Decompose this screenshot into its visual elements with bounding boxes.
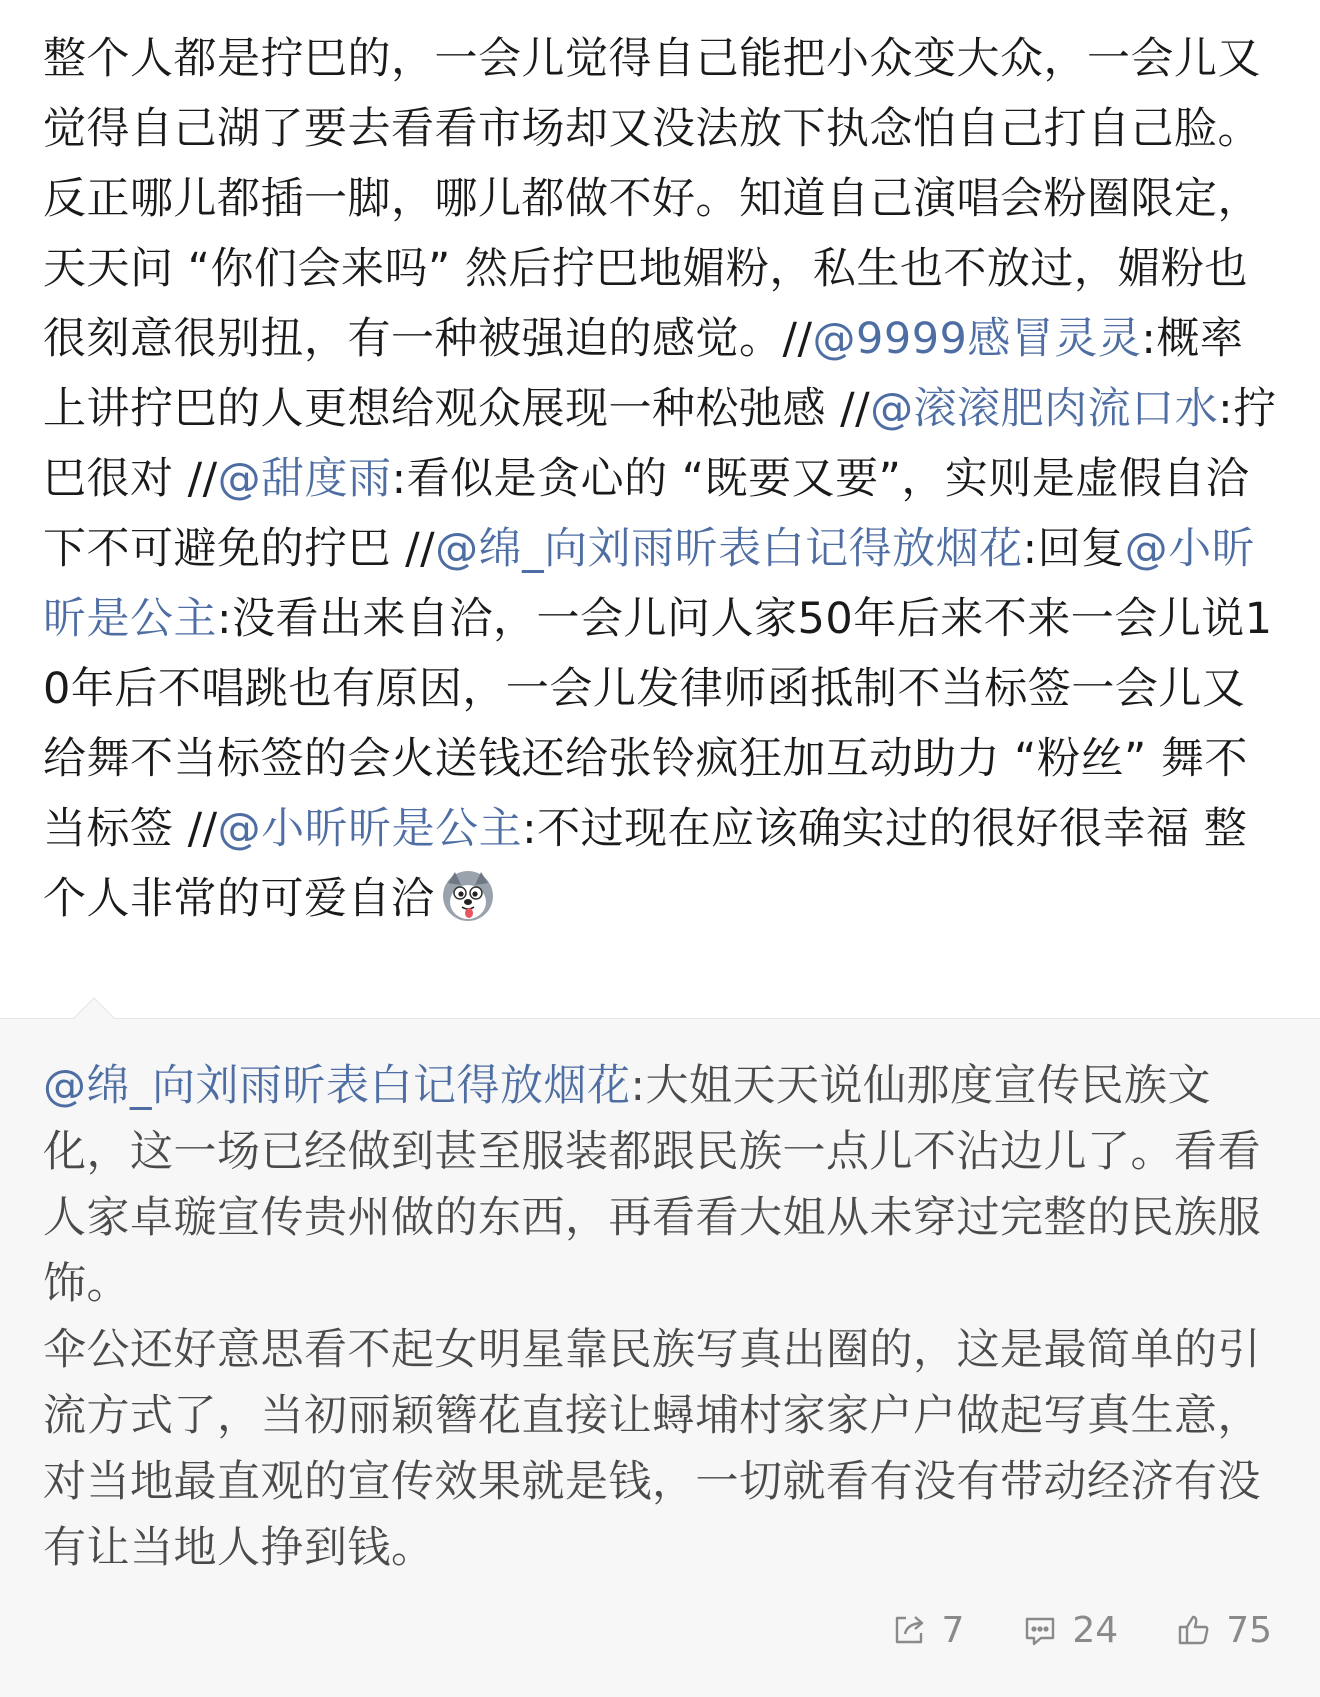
mention-link[interactable]: @滚滚肥肉流口水 [870, 384, 1219, 434]
post-text: 整个人都是拧巴的，一会儿觉得自己能把小众变大众，一会儿又觉得自己湖了要去看看市场却又没法放下执念怕自己打自己脸。反正哪儿都插一脚，哪儿都做不好。知道自己演唱会粉圈限定，天天问 “你们会来吗” 然后拧巴地媚粉，私生也不放过，媚粉也很刻意很别扭，有一种被强迫的感觉。// [43, 34, 1261, 364]
post-text: :不过现在应该确实过的很好很幸福 整个人非常的可爱自洽 [43, 804, 1248, 924]
quote-paragraph [43, 1053, 1283, 1317]
post-text: :拧巴很对 // [43, 384, 1277, 504]
comment-icon [1022, 1612, 1058, 1648]
quoted-repost-box[interactable] [0, 1018, 1320, 1697]
quote-paragraph: 伞公还好意思看不起女明星靠民族写真出圈的，这是最简单的引流方式了，当初丽颖簪花直接让蟳埔村家家户户做起写真生意，对当地最直观的宣传效果就是钱，一切就看有没有带动经济有没有让当地人挣到钱。 [43, 1325, 1261, 1573]
mention-link[interactable]: @9999感冒灵灵 [812, 314, 1142, 364]
comment-button[interactable] [1022, 1610, 1118, 1651]
post-text: :看似是贪心的 “既要又要”，实则是虚假自洽下不可避免的拧巴 // [43, 454, 1250, 574]
mention-link[interactable]: @小昕昕是公主 [43, 524, 1256, 644]
mention-link[interactable]: @绵_向刘雨昕表白记得放烟花 [43, 1061, 631, 1111]
like-count: 75 [1226, 1609, 1272, 1651]
quoted-text [43, 1053, 1283, 1581]
quote-text-segment: :大姐天天说仙那度宣传民族文化，这一场已经做到甚至服装都跟民族一点儿不沾边儿了。看看人家卓璇宣传贵州做的东西，再看看大姐从未穿过完整的民族服饰。 [43, 1061, 1261, 1309]
mention-link[interactable]: @甜度雨 [217, 454, 392, 504]
repost-button[interactable] [891, 1610, 964, 1651]
post-text: :回复 [1022, 524, 1125, 574]
repost-count: 7 [941, 1609, 965, 1651]
husky-dog-emoji-icon [441, 869, 495, 923]
thumbs-up-icon [1176, 1612, 1212, 1648]
post-text: :概率上讲拧巴的人更想给观众展现一种松弛感 // [43, 314, 1244, 434]
action-bar [891, 1600, 1272, 1660]
comment-count: 24 [1072, 1609, 1119, 1651]
post-text: :没看出来自洽，一会儿问人家50年后来不来一会儿说10年后不唱跳也有原因，一会儿发律师函抵制不当标签一会儿又给舞不当标签的会火送钱还给张铃疯狂加互动助力 “粉丝” 舞不当标签 // [43, 594, 1273, 854]
like-button[interactable] [1176, 1610, 1272, 1651]
repost-icon [891, 1612, 927, 1648]
mention-link[interactable]: @小昕昕是公主 [217, 804, 523, 854]
mention-link[interactable]: @绵_向刘雨昕表白记得放烟花 [435, 524, 1023, 574]
